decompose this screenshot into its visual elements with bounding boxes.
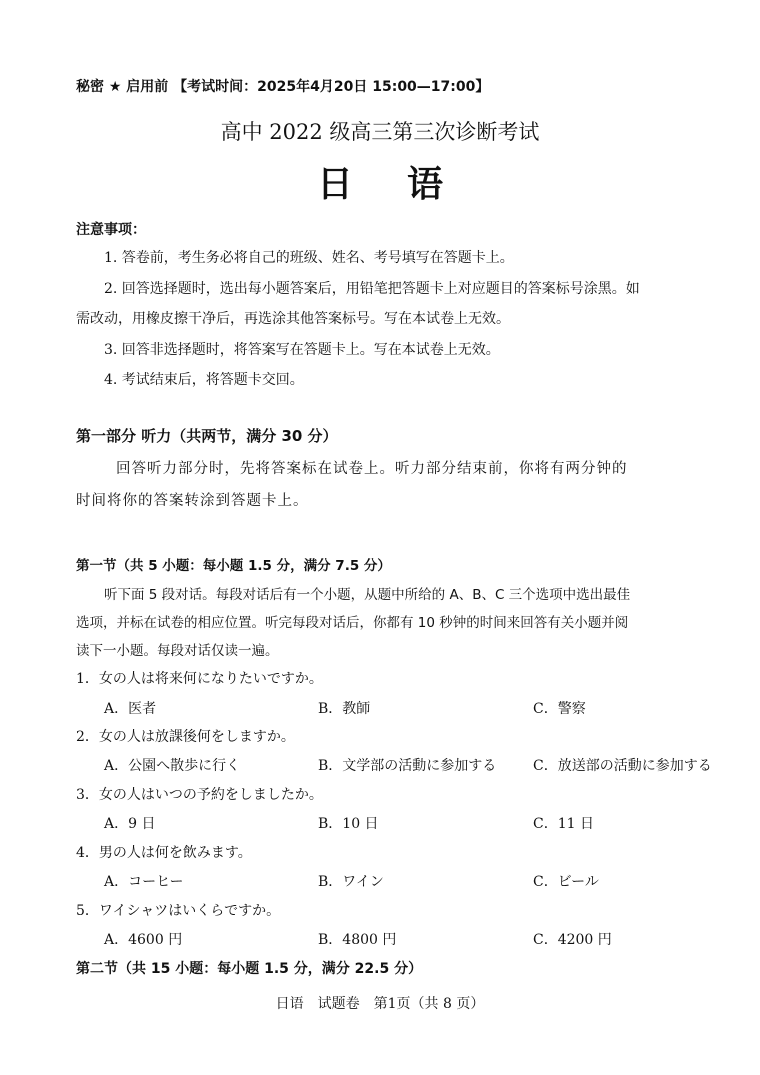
question-2-option-b: B．文学部の活動に参加する: [318, 758, 497, 774]
question-2: 2．女の人は放課後何をしますか。: [76, 729, 295, 745]
section1-instruction-line: 选项，并标在试卷的相应位置。听完每段对话后，你都有 10 秒钟的时间来回答有关小题并阅: [76, 615, 629, 631]
question-2-option-c: C．放送部の活動に参加する: [533, 758, 712, 774]
question-2-option-a: A．公園へ散歩に行く: [104, 758, 241, 774]
question-3-option-c: C．11 日: [533, 816, 594, 832]
question-4-option-b: B．ワイン: [318, 874, 384, 890]
question-3-option-a: A．9 日: [104, 816, 156, 832]
confidential-header: 秘密 ★ 启用前 【考试时间：2025年4月20日 15:00—17:00】: [76, 79, 490, 95]
question-1-option-a: A．医者: [104, 701, 157, 717]
part1-heading: 第一部分 听力（共两节，满分 30 分）: [76, 427, 338, 445]
note-item-2-continued: 需改动，用橡皮擦干净后，再选涂其他答案标号。写在本试卷上无效。: [76, 311, 510, 327]
exam-subtitle: 高中 2022 级高三第三次诊断考试: [220, 120, 540, 144]
note-item-3: 3. 回答非选择题时，将答案写在答题卡上。写在本试卷上无效。: [104, 342, 500, 358]
exam-title: 日语: [316, 164, 497, 205]
question-4-option-c: C．ビール: [533, 874, 599, 890]
section1-instruction-line: 听下面 5 段对话。每段对话后有一个小题，从题中所给的 A、B、C 三个选项中选出最佳: [104, 587, 631, 603]
section1-heading: 第一节（共 5 小题：每小题 1.5 分，满分 7.5 分）: [76, 558, 391, 574]
question-3: 3．女の人はいつの予約をしましたか。: [76, 787, 323, 803]
page-footer: 日语 试题卷 第1页（共 8 页）: [275, 996, 485, 1012]
question-1-option-c: C．警察: [533, 701, 586, 717]
question-3-option-b: B．10 日: [318, 816, 379, 832]
question-5-option-a: A．4600 円: [104, 932, 183, 948]
question-5: 5．ワイシャツはいくらですか。: [76, 903, 281, 919]
question-1-option-b: B．教師: [318, 701, 371, 717]
note-item-2: 2. 回答选择题时，选出每小题答案后，用铅笔把答题卡上对应题目的答案标号涂黑。如: [104, 281, 640, 297]
question-1: 1．女の人は将来何になりたいですか。: [76, 671, 323, 687]
question-5-option-b: B．4800 円: [318, 932, 397, 948]
question-4-option-a: A．コーヒー: [104, 874, 184, 890]
question-4: 4．男の人は何を飲みます。: [76, 845, 252, 861]
notes-heading: 注意事项：: [76, 222, 146, 238]
question-5-option-c: C．4200 円: [533, 932, 612, 948]
note-item-4: 4. 考试结束后，将答题卡交回。: [104, 372, 304, 388]
section1-instruction-line: 读下一小题。每段对话仅读一遍。: [76, 643, 279, 659]
note-item-1: 1. 答卷前，考生务必将自己的班级、姓名、考号填写在答题卡上。: [104, 250, 514, 266]
section2-heading: 第二节（共 15 小题：每小题 1.5 分，满分 22.5 分）: [76, 961, 423, 977]
part1-instruction-line: 回答听力部分时，先将答案标在试卷上。听力部分结束前，你将有两分钟的: [116, 461, 628, 477]
part1-instruction-line: 时间将你的答案转涂到答题卡上。: [76, 493, 309, 509]
